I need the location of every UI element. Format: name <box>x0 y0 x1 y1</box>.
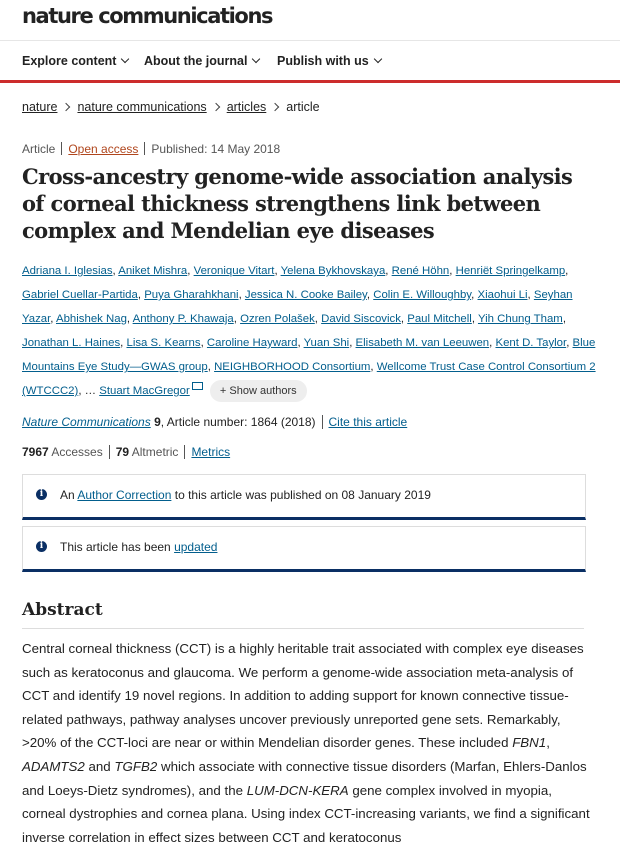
notice-text <box>60 488 431 502</box>
author-link[interactable]: Paul Mitchell <box>407 313 472 325</box>
nav-explore-content[interactable] <box>22 54 128 68</box>
breadcrumb-articles[interactable]: articles <box>226 100 267 114</box>
nav-label: Explore content <box>22 54 117 68</box>
breadcrumb-nature[interactable]: nature <box>22 100 58 114</box>
nav-label: About the journal <box>144 54 248 68</box>
article-updated-notice <box>22 526 586 572</box>
author-link[interactable]: Ozren Polašek <box>240 313 315 325</box>
notice-prefix: This article has been <box>60 540 171 554</box>
abstract-segment: Central corneal thickness (CCT) is a highly heritable trait associated with complex eye diseases such as keratoconus and glaucoma. We perform a genome-wide association meta-analysis of CCT and identify 19 novel regions. In addition to adding support for known connective tissue-related pathways, pathway analyses uncover previously unreported gene sets. Remarkably, >20% of the CCT-loci are near or within Mendelian disorder genes. These included <box>22 641 584 751</box>
author-list: Adriana I. Iglesias, Aniket Mishra, Veronique Vitart, Yelena Bykhovskaya, René Höhn, Henriët Springelkamp, Gabriel Cuellar-Partida, Puya Gharahkhani, Jessica N. Cooke Bailey, Colin E. Willoughby, Xiaohui Li, Seyhan Yazar, Abhishek Nag, Anthony P. Khawaja, Ozren Polašek, David Siscovick, Paul Mitchell, Yih Chung Tham, Jonathan L. Haines, Lisa S. Kearns, Caroline Hayward, Yuan Shi, Elisabeth M. van Leeuwen, Kent D. Taylor, Blue Mountains Eye Study—GWAS group, NEIGHBORHOOD Consortium, Wellcome Trust Case Control Consortium 2 (WTCCC2), … Stuart MacGregor + Show authors <box>22 259 598 403</box>
nav-label: Publish with us <box>277 54 369 68</box>
author-link[interactable]: Seyhan Yazar <box>22 289 573 325</box>
updated-link[interactable]: updated <box>174 540 218 554</box>
chevron-down-icon <box>121 55 129 63</box>
gene-name: ADAMTS2 <box>22 758 85 774</box>
nav-publish-with-us[interactable] <box>277 54 381 68</box>
author-link[interactable]: Caroline Hayward <box>206 337 298 349</box>
site-logo[interactable]: nature communications <box>22 4 273 28</box>
author-link[interactable]: Yih Chung Tham <box>477 313 563 325</box>
chevron-down-icon <box>373 55 381 63</box>
author-correction-notice <box>22 474 586 520</box>
chevron-down-icon <box>252 55 260 63</box>
author-link[interactable]: Aniket Mishra <box>118 265 188 277</box>
notice-suffix: to this article was published on 08 January 2019 <box>174 488 431 502</box>
divider <box>109 445 110 459</box>
author-link[interactable]: Henriët Springelkamp <box>455 265 566 277</box>
comma: , <box>160 415 165 429</box>
accesses-count: 7967 <box>22 445 49 459</box>
gene-name: FBN1 <box>512 735 547 751</box>
corresponding-author-link[interactable]: Stuart MacGregor <box>99 385 190 397</box>
author-link[interactable]: Yuan Shi <box>303 337 350 349</box>
breadcrumb-nature-communications[interactable]: nature communications <box>77 100 207 114</box>
info-icon: i <box>36 489 47 500</box>
author-link[interactable]: Veronique Vitart <box>193 265 275 277</box>
author-link[interactable]: Xiaohui Li <box>477 289 528 301</box>
author-link[interactable]: Yelena Bykhovskaya <box>280 265 386 277</box>
abstract-divider <box>22 628 584 629</box>
article-number: Article number: 1864 (2018) <box>166 415 316 429</box>
abstract-heading: Abstract <box>22 600 103 620</box>
plus-icon: + <box>219 385 227 397</box>
abstract-segment: gene complex involved in myopia, corneal dystrophies and cornea plana. Using index CCT-increasing variants, we find a significant inverse correlation in effect sizes between CCT and keratoconus <box>22 782 590 845</box>
author-link[interactable]: Blue Mountains Eye Study—GWAS group <box>22 337 596 373</box>
author-link[interactable]: René Höhn <box>391 265 450 277</box>
gene-name: TGFB2 <box>114 758 158 774</box>
author-link[interactable]: NEIGHBORHOOD Consortium <box>214 361 371 373</box>
author-link[interactable]: Elisabeth M. van Leeuwen <box>355 337 490 349</box>
divider <box>144 142 145 155</box>
article-title: Cross-ancestry genome-wide association analysis of corneal thickness strengthens link between complex and Mendelian eye diseases <box>22 164 573 243</box>
breadcrumb <box>22 100 320 114</box>
volume: 9 <box>154 415 161 429</box>
abstract-segment: and <box>88 758 111 774</box>
info-icon: i <box>36 541 47 552</box>
author-link[interactable]: Abhishek Nag <box>55 313 127 325</box>
open-access-link[interactable]: Open access <box>68 142 139 156</box>
article-meta <box>22 142 280 156</box>
masthead <box>0 0 620 41</box>
altmetric-label: Altmetric <box>131 445 179 459</box>
author-link[interactable]: David Siscovick <box>321 313 401 325</box>
chevron-right-icon <box>211 103 219 111</box>
author-link[interactable]: Jonathan L. Haines <box>22 337 121 349</box>
journal-link[interactable]: Nature Communications <box>22 415 151 429</box>
notice-text <box>60 540 217 554</box>
metrics-bar <box>22 445 230 459</box>
divider <box>61 142 62 155</box>
altmetric-count: 79 <box>115 445 130 459</box>
author-link[interactable]: Lisa S. Kearns <box>126 337 201 349</box>
chevron-right-icon <box>271 103 279 111</box>
nav-about-journal[interactable] <box>144 54 259 68</box>
divider <box>184 445 185 459</box>
article-type: Article <box>22 142 56 156</box>
accesses-label: Accesses <box>51 445 103 459</box>
author-link[interactable]: Jessica N. Cooke Bailey <box>244 289 367 301</box>
author-correction-link[interactable]: Author Correction <box>77 488 172 502</box>
author-link[interactable]: Anthony P. Khawaja <box>132 313 234 325</box>
gene-name: LUM-DCN-KERA <box>246 782 349 798</box>
breadcrumb-current: article <box>286 100 320 114</box>
cite-this-article-link[interactable]: Cite this article <box>328 415 408 429</box>
author-link[interactable]: Gabriel Cuellar-Partida <box>22 289 138 301</box>
author-link[interactable]: Wellcome Trust Case Control Consortium 2 (WTCCC2) <box>22 361 596 397</box>
show-authors-button[interactable] <box>210 380 307 402</box>
published-date: Published: 14 May 2018 <box>151 142 281 156</box>
divider <box>322 415 323 429</box>
show-authors-label: Show authors <box>229 385 297 397</box>
chevron-right-icon <box>62 103 70 111</box>
primary-nav <box>0 41 620 83</box>
author-link[interactable]: Kent D. Taylor <box>495 337 567 349</box>
mail-icon[interactable] <box>192 382 203 390</box>
abstract-segment: which associate with connective tissue disorders (Marfan, Ehlers-Danlos and Loeys-Dietz syndromes), and the <box>22 758 587 798</box>
author-link[interactable]: Puya Gharahkhani <box>144 289 239 301</box>
metrics-link[interactable]: Metrics <box>191 445 231 459</box>
author-link[interactable]: Colin E. Willoughby <box>373 289 472 301</box>
abstract-segment: , <box>546 735 550 751</box>
authors-ellipsis: … <box>84 385 97 397</box>
abstract-text <box>22 637 590 849</box>
citation-line <box>22 415 407 429</box>
author-link[interactable]: Adriana I. Iglesias <box>22 265 113 277</box>
notice-prefix: An <box>60 488 75 502</box>
